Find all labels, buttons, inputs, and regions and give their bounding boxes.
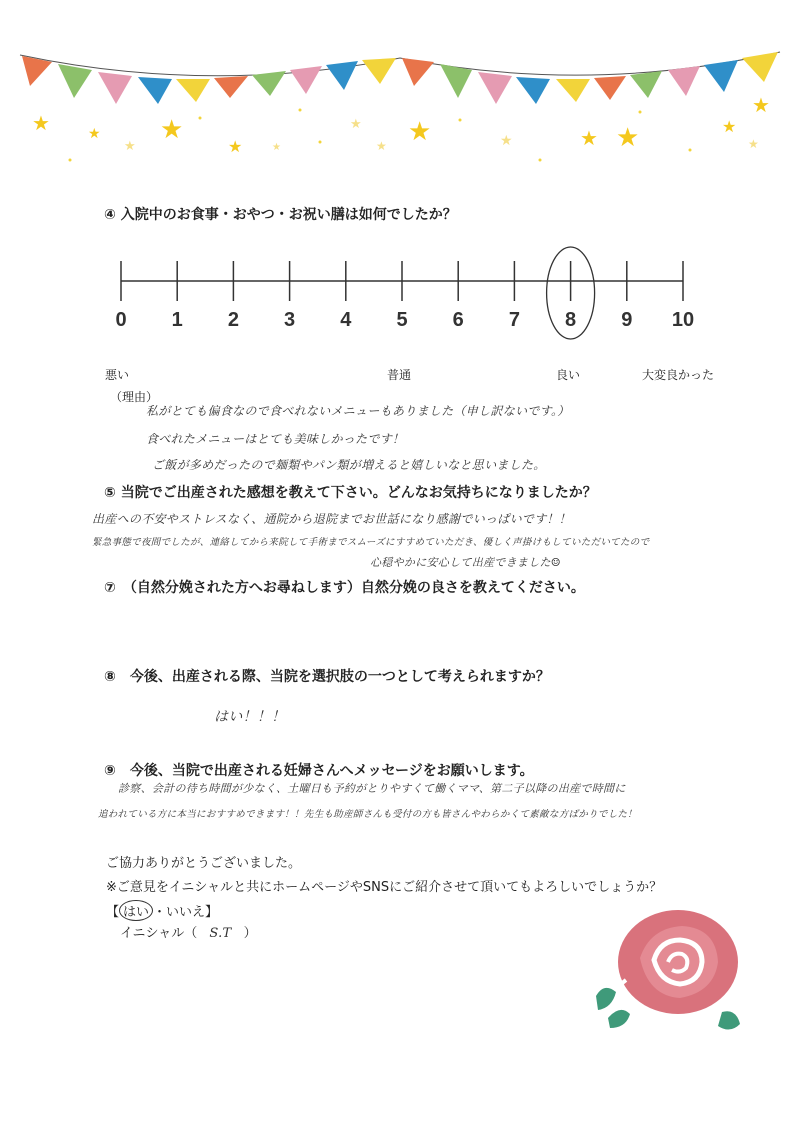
svg-text:★: ★ xyxy=(124,139,136,154)
reason-line-3: ご飯が多めだったので麺類やパン類が増えると嬉しいなと思いました。 xyxy=(152,458,546,472)
question-4: ④ 入院中のお食事・おやつ・お祝い膳は如何でしたか？ xyxy=(104,207,457,223)
q5-answer-line-3: 心穏やかに安心して出産できました☺ xyxy=(370,556,561,569)
q9-answer-line-2: 追われている方に本当におすすめできます！！先生も助産師さんも受付の方も皆さんやわらかくて素敵な方ばかりでした！ xyxy=(98,809,638,820)
scale-tick-label-6: 6 xyxy=(452,309,464,331)
question-7: ⑦ （自然分娩された方へお尋ねします）自然分娩の良さを教えてください。 xyxy=(104,580,585,596)
rating-scale xyxy=(0,240,800,350)
scale-tick-label-4: 4 xyxy=(340,309,352,331)
consent-question: ※ご意見をイニシャルと共にホームページやSNSにご紹介させて頂いてもよろしいでしょうか？ xyxy=(106,880,663,895)
svg-text:★: ★ xyxy=(160,115,184,145)
scale-tick-label-2: 2 xyxy=(227,309,239,331)
rose-illustration xyxy=(590,900,760,1040)
question-9: ⑨ 今後、当院で出産される妊婦さんへメッセージをお願いします。 xyxy=(104,763,534,779)
svg-text:★: ★ xyxy=(32,111,50,135)
svg-text:★: ★ xyxy=(500,133,513,149)
scale-tick-label-10: 10 xyxy=(671,309,695,331)
initials-close: ） xyxy=(243,926,257,941)
scale-tick-label-8: 8 xyxy=(565,309,577,331)
svg-text:★: ★ xyxy=(752,93,770,117)
scale-tick-label-3: 3 xyxy=(284,309,296,331)
scale-label-normal: 普通 xyxy=(387,368,412,382)
options-open-bracket: 【 xyxy=(106,905,120,920)
thanks-text: ご協力ありがとうございました。 xyxy=(106,856,302,871)
svg-text:★: ★ xyxy=(408,117,432,147)
option-yes[interactable]: はい xyxy=(119,900,153,921)
svg-text:★: ★ xyxy=(580,126,598,150)
initials-label: イニシャル（ xyxy=(120,926,198,941)
svg-text:★: ★ xyxy=(722,117,737,136)
svg-text:★: ★ xyxy=(88,126,101,142)
scale-tick-label-5: 5 xyxy=(396,309,408,331)
q5-answer-line-2: 緊急事態で夜間でしたが、連絡してから来院して手術までスムーズにすすめていただき、優しく声掛けもしていただいてたので xyxy=(92,537,650,548)
reason-line-2: 食べれたメニューはとても美味しかったです！ xyxy=(146,432,405,446)
svg-text:★: ★ xyxy=(376,139,387,153)
scale-label-bad: 悪い xyxy=(105,368,130,382)
svg-text:★: ★ xyxy=(272,142,281,153)
q9-answer-line-1: 診察、会計の待ち時間が少なく、土曜日も予約がとりやすくて働くママ、第二子以降の出産で時間に xyxy=(118,782,626,795)
scale-tick-label-1: 1 xyxy=(171,309,183,331)
flags xyxy=(22,52,778,104)
question-5: ⑤ 当院でご出産された感想を教えて下さい。どんなお気持ちになりましたか？ xyxy=(104,485,597,501)
svg-text:★: ★ xyxy=(228,137,243,156)
svg-text:★: ★ xyxy=(350,117,362,132)
scale-tick-label-0: 0 xyxy=(115,309,127,331)
scale-tick-label-7: 7 xyxy=(508,309,520,331)
option-no[interactable]: ・いいえ xyxy=(153,905,206,920)
initials-value: S.T xyxy=(209,926,232,941)
q5-answer-line-1: 出産への不安やストレスなく、通院から退院までお世話になり感謝でいっぱいです！！ xyxy=(92,512,572,526)
q8-answer: はい！！！ xyxy=(214,709,286,725)
svg-text:★: ★ xyxy=(748,137,759,151)
reason-line-1: 私がとても偏食なので食べれないメニューもありました（申し訳ないです。） xyxy=(146,404,570,418)
scale-label-good: 良い xyxy=(556,368,581,382)
scale-tick-label-9: 9 xyxy=(621,309,633,331)
scale-label-great: 大変良かった xyxy=(642,368,715,382)
reason-label: （理由） xyxy=(110,390,159,404)
initials-row xyxy=(120,922,257,941)
svg-text:★: ★ xyxy=(616,123,640,153)
consent-options xyxy=(106,900,218,921)
question-8: ⑧ 今後、出産される際、当院を選択肢の一つとして考えられますか？ xyxy=(104,669,550,685)
bunting-decoration xyxy=(0,0,800,180)
stars xyxy=(32,93,770,156)
options-close-bracket: 】 xyxy=(205,905,219,920)
